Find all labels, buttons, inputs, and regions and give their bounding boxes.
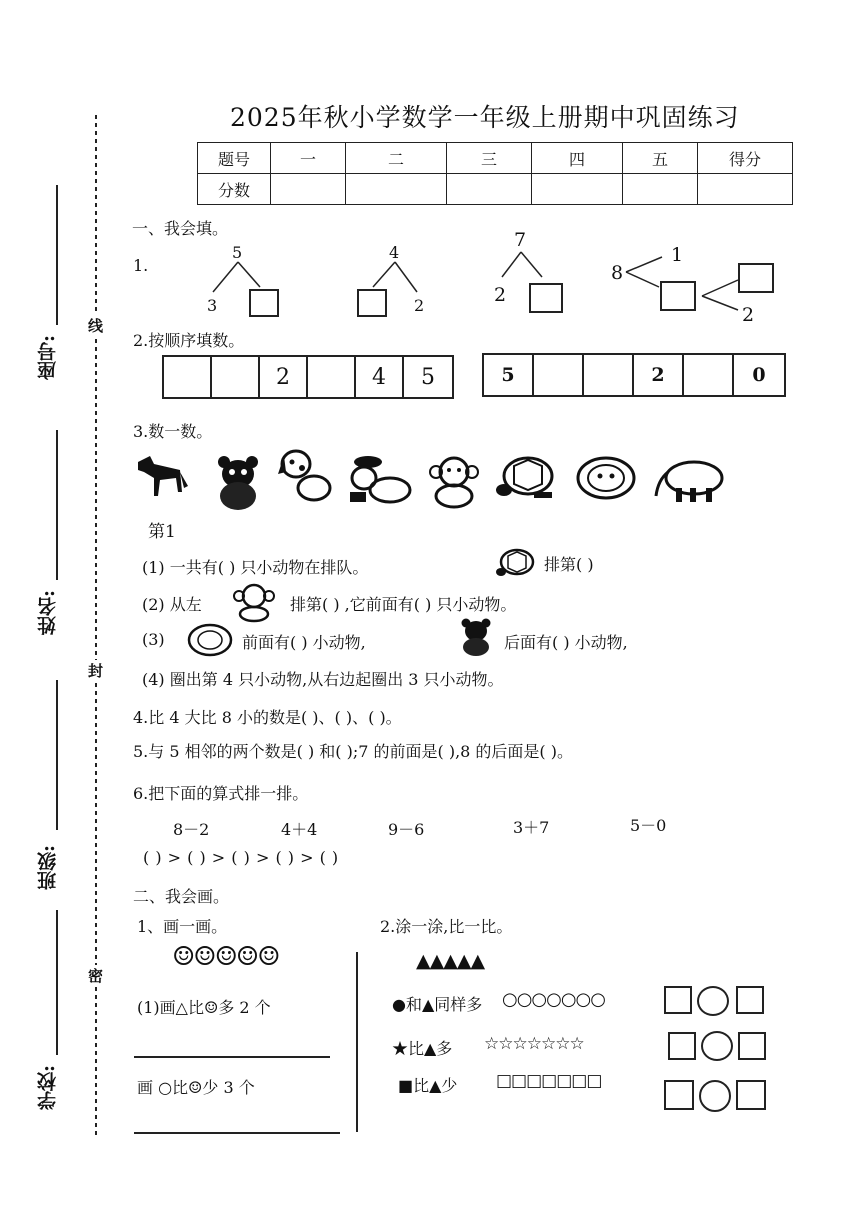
answer-box[interactable] <box>738 1032 766 1060</box>
q3-sub3-front-text: 前面有( ) 小动物, <box>242 633 366 652</box>
table-cell: 一 <box>271 143 346 174</box>
sequence-cell[interactable] <box>684 355 734 395</box>
column-divider <box>356 952 358 1132</box>
answer-box[interactable] <box>736 1080 766 1110</box>
q6-label: 6.把下面的算式排一排。 <box>133 784 309 803</box>
score-input-cell[interactable] <box>447 174 532 205</box>
school-answer-line[interactable] <box>56 910 58 1055</box>
drawing-answer-line[interactable] <box>134 1132 340 1134</box>
score-table <box>197 142 793 205</box>
comparison-blanks[interactable]: ( ) > ( ) > ( ) > ( ) > ( ) <box>143 848 339 867</box>
monkey-icon <box>426 454 484 510</box>
school-label: 学校: <box>37 1065 59 1111</box>
compare-circle[interactable] <box>701 1031 733 1061</box>
sequence-cell: 5 <box>421 364 435 390</box>
triangle-row: ▲▲▲▲▲ <box>416 950 485 972</box>
sequence-cell[interactable] <box>212 357 260 397</box>
q4-text: 4.比 4 大比 8 小的数是( )、( )、( )。 <box>133 708 402 727</box>
compare-row-1-prefix: ●和▲同样多 <box>392 995 483 1014</box>
sequence-boxes-1 <box>162 355 454 399</box>
square-row[interactable]: □□□□□□□ <box>496 1071 602 1091</box>
expression: 9－6 <box>388 820 425 839</box>
name-label: 姓名: <box>37 590 59 636</box>
sequence-cell[interactable] <box>584 355 634 395</box>
dog-icon <box>276 448 336 508</box>
q3-sub4-text: (4) 圈出第 4 只小动物,从右边起圈出 3 只小动物。 <box>142 670 504 689</box>
smiley-faces: ☺☺☺☺☺ <box>172 942 279 972</box>
tree-top-number: 4 <box>389 243 400 262</box>
score-input-cell[interactable] <box>346 174 447 205</box>
score-table-header-row <box>198 143 793 174</box>
table-cell: 得分 <box>698 143 793 174</box>
tree-left-number: 3 <box>207 296 218 315</box>
draw-label: 1、画一画。 <box>137 917 228 936</box>
score-table-score-row <box>198 174 793 205</box>
seat-number-label: 座号: <box>37 335 59 381</box>
sequence-cell: 5 <box>484 355 534 395</box>
class-answer-line[interactable] <box>56 680 58 830</box>
q3-label: 3.数一数。 <box>133 422 213 441</box>
tree-right-number: 2 <box>414 296 425 315</box>
answer-box[interactable] <box>529 283 563 313</box>
score-input-cell[interactable] <box>271 174 346 205</box>
sequence-cell: 4 <box>356 357 404 397</box>
seal-char: 封 <box>88 662 104 680</box>
q5-text: 5.与 5 相邻的两个数是( ) 和( );7 的前面是( ),8 的后面是( )。 <box>133 742 573 761</box>
first-marker: 第1 <box>148 522 176 542</box>
score-input-cell[interactable] <box>623 174 698 205</box>
table-cell: 五 <box>623 143 698 174</box>
q3-sub1-rank-text: 排第( ) <box>544 555 594 574</box>
answer-box[interactable] <box>660 281 696 311</box>
table-cell: 分数 <box>198 174 271 205</box>
tree-left-number: 2 <box>494 284 507 306</box>
sequence-cell: 0 <box>752 364 766 386</box>
score-input-cell[interactable] <box>532 174 623 205</box>
turtle-icon <box>494 450 560 506</box>
sequence-cell[interactable] <box>308 357 356 397</box>
draw-task-1: (1)画△比☺多 2 个 <box>137 998 271 1017</box>
compare-circle[interactable] <box>697 986 729 1016</box>
name-answer-line[interactable] <box>56 430 58 580</box>
rabbit-icon <box>346 452 412 508</box>
section1-heading: 一、我会填。 <box>132 219 229 238</box>
answer-box[interactable] <box>249 289 279 317</box>
q3-sub3-label: (3) <box>142 630 165 649</box>
monkey-icon <box>230 582 278 622</box>
bear-icon <box>459 617 493 657</box>
dashed-binding-line <box>92 115 102 1165</box>
tree-top-number: 5 <box>232 243 243 262</box>
q3-sub2-text: (2) 从左 <box>142 595 202 614</box>
answer-box[interactable] <box>738 263 774 293</box>
q3-sub1-text: (1) 一共有( ) 只小动物在排队。 <box>142 558 369 577</box>
sheep-icon <box>186 622 234 658</box>
score-input-cell[interactable] <box>698 174 793 205</box>
seal-char: 密 <box>88 967 104 985</box>
table-cell: 四 <box>532 143 623 174</box>
bear-icon <box>214 454 264 512</box>
turtle-icon <box>495 546 539 580</box>
circle-row[interactable]: ○○○○○○○ <box>502 989 605 1010</box>
q3-sub3-back-text: 后面有( ) 小动物, <box>504 633 628 652</box>
horse-icon <box>130 452 190 512</box>
sequence-cell: 2 <box>260 357 308 397</box>
sheep-icon <box>572 452 638 508</box>
expression: 3＋7 <box>513 818 550 837</box>
table-cell: 二 <box>346 143 447 174</box>
draw-task-2: 画 ○比☺少 3 个 <box>137 1078 255 1097</box>
sequence-cell[interactable] <box>534 355 584 395</box>
tree-top-number: 7 <box>514 229 527 251</box>
answer-box[interactable] <box>664 1080 694 1110</box>
star-row[interactable]: ☆☆☆☆☆☆☆ <box>484 1034 584 1054</box>
compare-circle[interactable] <box>699 1080 731 1112</box>
answer-box[interactable] <box>357 289 387 317</box>
seat-number-answer-line[interactable] <box>56 185 58 325</box>
q2-label: 2.按顺序填数。 <box>133 331 245 350</box>
expression: 8－2 <box>173 820 210 839</box>
q1-number: 1. <box>133 256 149 275</box>
seal-char: 线 <box>88 317 104 335</box>
table-cell: 题号 <box>198 143 271 174</box>
section2-heading: 二、我会画。 <box>133 887 230 906</box>
color-compare-label: 2.涂一涂,比一比。 <box>380 917 513 936</box>
sequence-cell[interactable] <box>164 357 212 397</box>
elephant-icon <box>650 458 730 508</box>
page-title: 2025年秋小学数学一年级上册期中巩固练习 <box>230 103 740 132</box>
q3-sub2-rank-text: 排第( ) ,它前面有( ) 只小动物。 <box>290 595 517 614</box>
sequence-cell: 2 <box>634 355 684 395</box>
tree-right-number: 1 <box>671 244 684 266</box>
tree-top-number: 8 <box>611 262 624 284</box>
drawing-answer-line[interactable] <box>134 1056 330 1058</box>
class-label: 班级: <box>37 845 59 891</box>
tree-bottom-number: 2 <box>742 304 755 326</box>
answer-box[interactable] <box>664 986 692 1014</box>
compare-row-3-prefix: ■比▲少 <box>398 1076 458 1095</box>
expression: 4＋4 <box>281 820 318 839</box>
answer-box[interactable] <box>736 986 764 1014</box>
answer-box[interactable] <box>668 1032 696 1060</box>
table-cell: 三 <box>447 143 532 174</box>
compare-row-2-prefix: ★比▲多 <box>392 1039 453 1058</box>
sequence-boxes-2 <box>482 353 786 397</box>
expression: 5－0 <box>630 816 667 835</box>
